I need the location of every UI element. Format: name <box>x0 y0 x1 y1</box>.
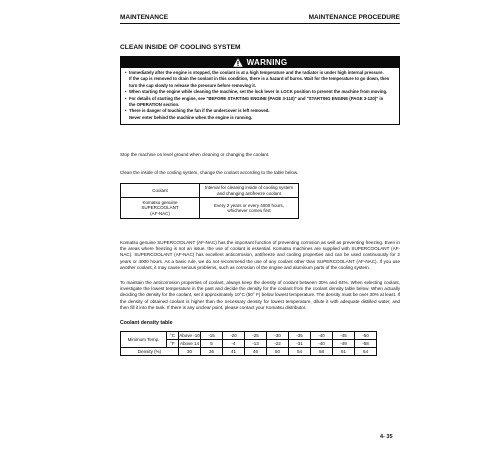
paragraph-stop-machine: Stop the machine on level ground when cleaning or changing the coolant. <box>120 152 270 157</box>
warning-box <box>120 56 400 125</box>
warning-line: There is danger of touching the fan if the undercover is left removed. <box>129 108 270 114</box>
table-header-line: Interval for cleaning inside of cooling system <box>204 185 294 191</box>
paragraph-supercoolant <box>120 240 400 271</box>
temp-c-cell: Above -10 <box>179 333 200 338</box>
page-number: 4- 35 <box>380 434 393 440</box>
table-cell-coolant-name <box>121 198 200 219</box>
bullet-dot-icon: • <box>125 70 127 75</box>
bullet-dot-icon: • <box>125 89 127 95</box>
page-header <box>120 14 400 24</box>
warning-triangle-icon <box>233 58 243 67</box>
unit-celsius: °C <box>167 332 179 340</box>
density-cell: 46 <box>245 348 267 356</box>
table-cell-line: (AF-NAC) <box>150 210 170 216</box>
warning-title: WARNING <box>246 57 288 67</box>
table-cell-line: whichever comes first <box>227 208 271 213</box>
text-line: rule, we do not recommend the use of any coolant other than SUPERCOOLANT (AF-NAC). If you use another <box>120 258 401 270</box>
text-line: To maintain the anticorrosion properties of coolant, always keep the density of coolant between 30% and 64%. <box>120 280 349 285</box>
temp-f-cell: -49 <box>333 340 355 348</box>
density-table-title: Coolant density table <box>120 320 173 326</box>
density-cell: 58 <box>311 348 333 356</box>
warning-bullet <box>125 70 395 89</box>
density-cell: 36 <box>201 348 223 356</box>
text-line: If there is any unclear point, please contact your Komatsu distributor. <box>167 304 307 310</box>
temp-c-cell: -35 <box>289 332 311 340</box>
warning-bullet <box>125 96 395 109</box>
paragraph-clean-inside: Clean the inside of the cooling system, change the coolant according to the table below. <box>120 170 299 175</box>
coolant-density-table <box>120 331 377 356</box>
header-left: MAINTENANCE <box>120 14 169 21</box>
density-label: Density (%) <box>121 348 179 356</box>
temp-c-cell: -45 <box>333 332 355 340</box>
table-cell-line: Every 2 years or every 4000 hours, <box>213 202 285 208</box>
unit-fahrenheit: °F <box>167 340 179 348</box>
temp-c-cell: -40 <box>311 332 333 340</box>
warning-line: For details of starting the engine, see "BEFORE STARTING ENGINE (PAGE 3-110)" and "STARTING ENGINE (PAGE 3-120)" in <box>129 95 384 101</box>
density-cell: 41 <box>223 348 245 356</box>
text-line: F) below lowest temperature. The density must be over 30% at least. If the density of obtained coolant is higher than <box>120 292 400 304</box>
table-cell-interval <box>200 198 299 219</box>
temp-c-cell: -30 <box>267 332 289 340</box>
warning-body <box>120 68 400 125</box>
text-line: When selecting coolant, investigate the lowest temperature in the past and decide the density for the coolant from <box>120 280 400 292</box>
temp-f-cell: -13 <box>245 340 267 348</box>
temp-f-cell: -58 <box>355 340 377 348</box>
bullet-dot-icon: • <box>125 108 127 114</box>
text-line: the coolant density table below. When actually deciding the density for the coolant, set it approximately 10°C (50° <box>120 286 400 298</box>
density-cell: 54 <box>289 348 311 356</box>
coolant-interval-table <box>120 183 299 219</box>
text-line: machines are supplied with SUPERCOOLANT (AF-NAC). SUPERCOOLANT (AF-NAC) has excellent <box>120 246 401 258</box>
density-cell: 30 <box>179 348 201 356</box>
table-header-interval <box>200 184 299 198</box>
text-line: preventing freezing. Even in the areas where freezing is not an issue, the use of coolant is essential. Komatsu <box>120 240 400 252</box>
temp-c-cell: -50 <box>355 332 377 340</box>
bullet-dot-icon: • <box>125 95 127 101</box>
warning-line: Never enter behind the machine when the engine is running. <box>129 114 253 120</box>
paragraph-density <box>120 280 400 311</box>
section-title: CLEAN INSIDE OF COOLING SYSTEM <box>120 44 241 51</box>
min-temp-label: Minimum Temp. <box>121 332 167 348</box>
density-cell: 64 <box>355 348 377 356</box>
table-cell-line: Komatsu genuine <box>142 199 178 205</box>
temp-f-cell: 5 <box>201 340 223 348</box>
temp-c-cell: -25 <box>245 332 267 340</box>
table-header-line: and changing antifreeze coolant <box>217 190 281 196</box>
warning-line: turn the cap slowly to release the pressure before removing it. <box>129 82 257 88</box>
temp-f-cell: -22 <box>267 340 289 348</box>
table-header-coolant: Coolant <box>121 184 200 198</box>
temp-f-cell: Above 14 <box>179 341 199 346</box>
text-line: coolant, it may cause serious problems, such as corrosion of the engine and aluminum parts of the cooling system. <box>136 264 370 270</box>
header-right: MAINTENANCE PROCEDURE <box>308 14 400 21</box>
temp-f-cell: -31 <box>289 340 311 348</box>
warning-bullet <box>125 108 395 121</box>
text-line: anticorrosion, antifreeze and cooling properties and can be used continuously for 2 years or 4000 hours. As a basic <box>120 252 400 264</box>
warning-line: the OPERATION section. <box>129 102 180 108</box>
warning-header <box>120 56 400 68</box>
text-line: Komatsu genuine SUPERCOOLANT (AF-NAC) has the important function of preventing corrosion as well as <box>120 240 342 245</box>
warning-line: If the cap is removed to drain the coolant in this condition, there is a hazard of burns. Wait for the temperature to go down, then <box>129 76 390 82</box>
temp-c-cell: -15 <box>201 332 223 340</box>
temp-f-cell: -40 <box>311 340 333 348</box>
warning-line: When starting the engine while cleaning the machine, set the lock lever in LOCK position to prevent the machine from moving. <box>129 89 388 95</box>
temp-c-cell: -20 <box>223 332 245 340</box>
density-cell: 50 <box>267 348 289 356</box>
table-cell-line: SUPERCOOLANT <box>141 205 179 211</box>
warning-line: Immediately after the engine is stopped, the coolant is at a high temperature and the radiator is under high internal pressure. <box>129 70 384 75</box>
temp-f-cell: -4 <box>223 340 245 348</box>
density-cell: 61 <box>333 348 355 356</box>
text-line: the necessary density for lowest temperature, dilute it with adequate distilled water, and then fill it into the tank. <box>120 298 400 310</box>
